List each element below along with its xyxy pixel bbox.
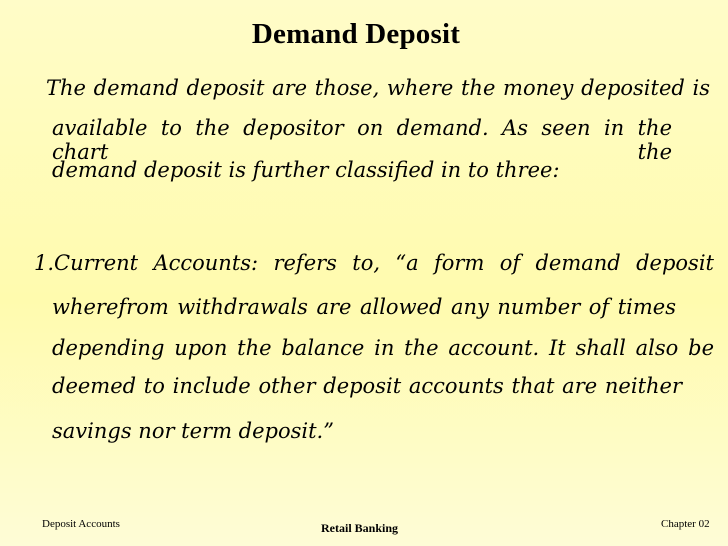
point1-line-2: wherefrom withdrawals are allowed any number of times: [52, 295, 676, 319]
point1-line-5: savings nor term deposit.”: [52, 419, 334, 443]
point1-line-4: deemed to include other deposit accounts that are neither: [52, 374, 682, 398]
intro-line-1: The demand deposit are those, where the money deposited is: [46, 76, 710, 100]
footer-right: Chapter 02: [661, 518, 710, 530]
point1-line-3: depending upon the balance in the account. It shall also be: [52, 336, 714, 360]
footer-center: Retail Banking: [321, 521, 399, 535]
intro-line-3: demand deposit is further classified in to three:: [52, 158, 560, 182]
point1-line-1: 1.Current Accounts: refers to, “a form of demand deposit: [34, 251, 714, 275]
footer-left: Deposit Accounts: [42, 518, 120, 530]
slide-title: Demand Deposit: [251, 18, 461, 50]
intro-line-2: available to the depositor on demand. As seen in the chart the: [52, 116, 672, 164]
